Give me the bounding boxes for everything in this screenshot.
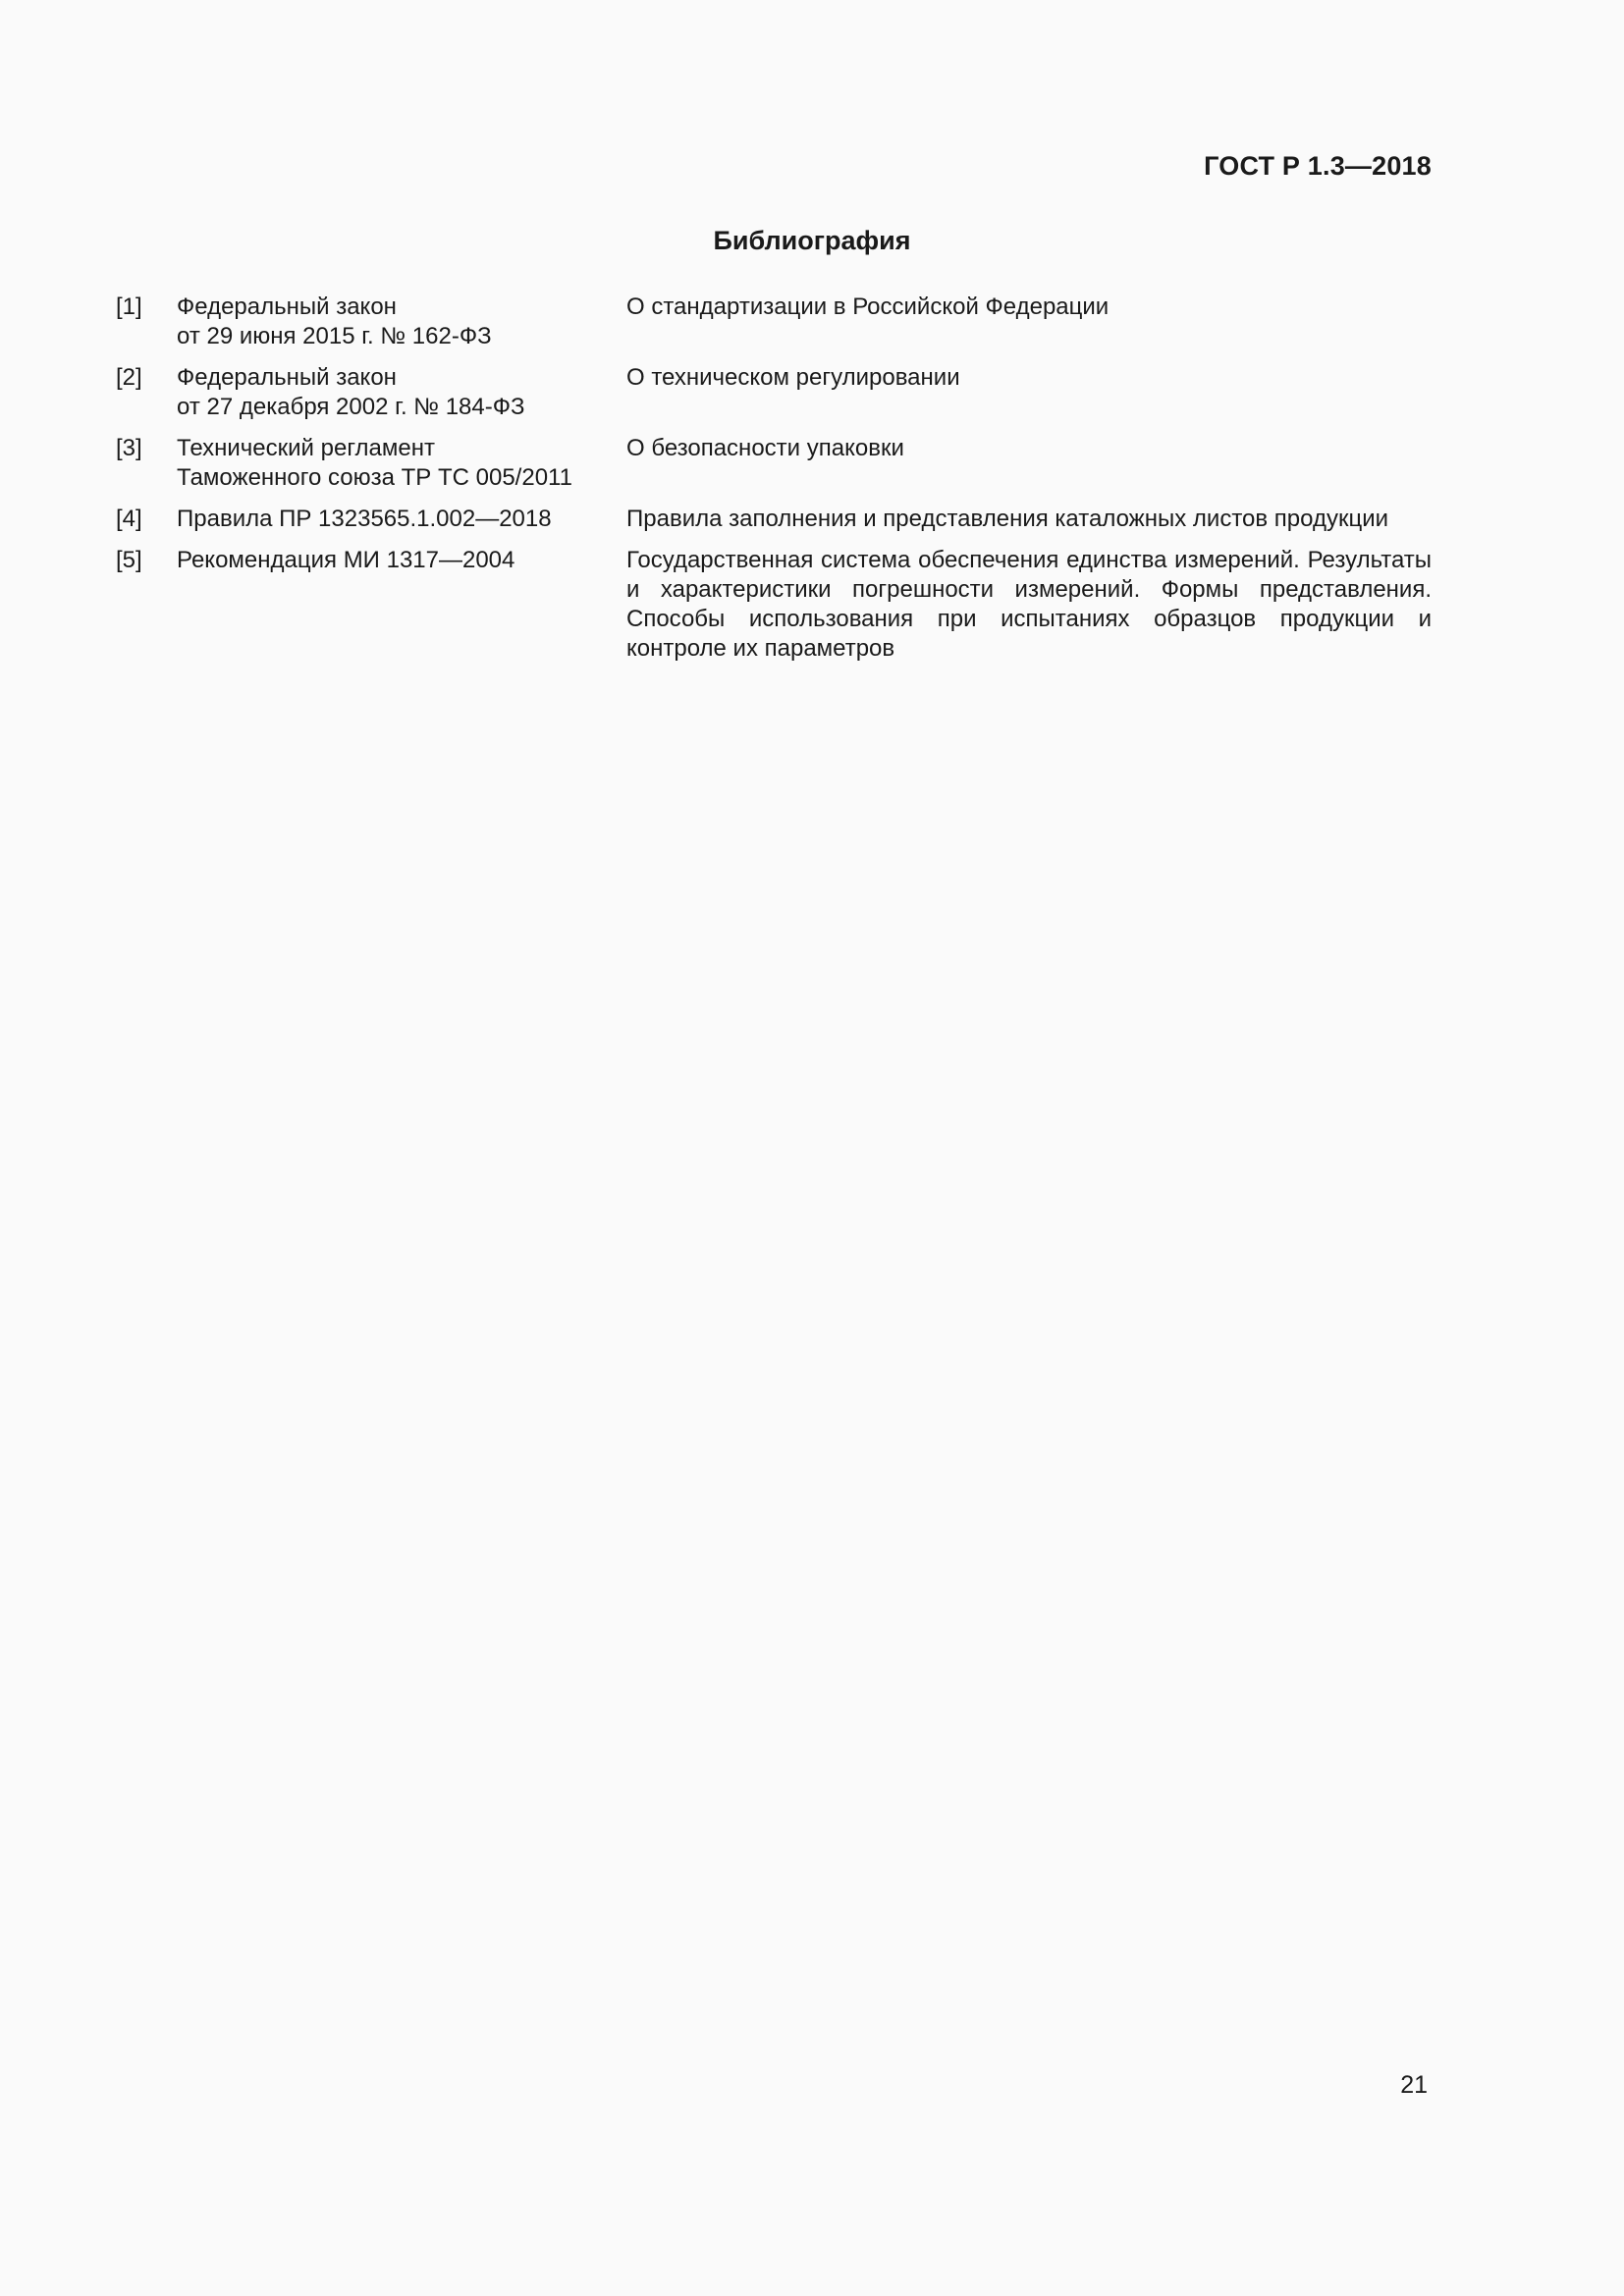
entry-source-line: Федеральный закон	[177, 294, 397, 320]
entry-number: [3]	[116, 435, 142, 461]
entry-source-line: от 27 декабря 2002 г. № 184-ФЗ	[177, 394, 525, 420]
bibliography-entry-5	[116, 546, 1432, 664]
entry-source-line: от 29 июня 2015 г. № 162-ФЗ	[177, 323, 492, 349]
page-number: 21	[1400, 2071, 1428, 2099]
bibliography-entry-2	[116, 363, 1432, 422]
entry-title: О безопасности упаковки	[626, 435, 904, 461]
entry-source-line: Таможенного союза ТР ТС 005/2011	[177, 464, 572, 491]
bibliography-entry-1	[116, 293, 1432, 351]
entry-number: [2]	[116, 364, 142, 391]
entry-source	[177, 546, 626, 664]
entry-source	[177, 293, 626, 351]
entry-title: Правила заполнения и представления каталожных листов продукции	[626, 506, 1389, 532]
bibliography-list	[116, 293, 1432, 675]
entry-source	[177, 363, 626, 422]
entry-source	[177, 434, 626, 493]
document-code: ГОСТ Р 1.3—2018	[1204, 151, 1432, 181]
bibliography-entry-4	[116, 505, 1432, 534]
entry-title: О техническом регулировании	[626, 364, 960, 391]
entry-title: Государственная система обеспечения единства измерений. Результаты и характеристики погрешности измерений. Формы представления. Способы использования при испытаниях образцов продукции и контроле их параметров	[626, 547, 1432, 662]
entry-source-line: Технический регламент	[177, 435, 435, 461]
bibliography-entry-3	[116, 434, 1432, 493]
entry-source-line: Правила ПР 1323565.1.002—2018	[177, 506, 552, 532]
entry-number: [5]	[116, 547, 142, 573]
entry-source	[177, 505, 626, 534]
entry-source-line: Рекомендация МИ 1317—2004	[177, 547, 515, 573]
entry-number: [4]	[116, 506, 142, 532]
entry-number: [1]	[116, 294, 142, 320]
entry-title: О стандартизации в Российской Федерации	[626, 294, 1110, 320]
section-title: Библиография	[713, 226, 911, 255]
entry-source-line: Федеральный закон	[177, 364, 397, 391]
